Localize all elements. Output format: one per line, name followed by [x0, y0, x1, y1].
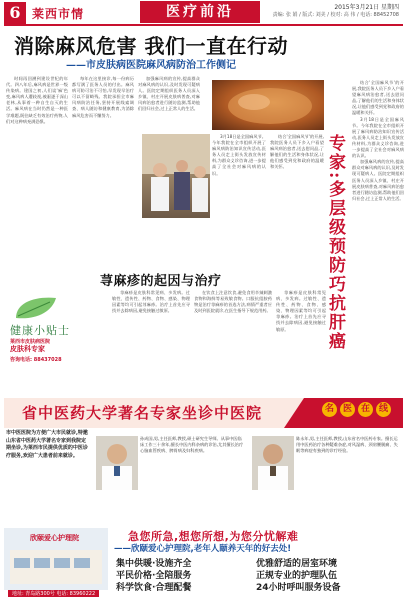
- section-title: 医疗前沿: [140, 1, 260, 23]
- ad-address: 地址: 青岛路300号 电话: 83960222: [8, 590, 99, 597]
- article1-column-2: 每年在这里接诊,每一份病历都写满了医务人员的付出。麻风病可防可治不可怕,早发现早治疗可以不留畸残。我院承担全市麻风病防治任务,坚持开展线索调查、病人随访和健康教育,为消除麻风危害而不懈努力。: [72, 76, 134, 118]
- article1-column-4: 3月18日是全国麻风节。今年我院在全市组织开展了麻风病防治知识宣传活动,医务人员走上街头发放宣传材料,为群众义诊咨询,进一步提高了全社会对麻风病的认识。: [212, 134, 266, 176]
- ad-logo: 欣颐爱心护理院: [30, 534, 79, 542]
- article2-column-2: 在饮食上注意饮食,避免食用辛辣刺激食物和海鲜等易致敏食物。口服抗组胺药物是治疗荨麻疹的首选方法,病情严重者应及时到医院就诊,在医生指导下规范用药。: [194, 290, 272, 314]
- badge-4: 线: [376, 402, 391, 417]
- article2-headline: 荨麻疹的起因与治疗: [100, 274, 222, 289]
- ad-feature: 平民价格·全陪服务: [116, 571, 192, 581]
- badge-3: 在: [358, 402, 373, 417]
- doctor-portrait-2: [252, 436, 294, 490]
- expert-bio-1: 孙成国,男,主任医师,教授,硕士研究生导师。从事中医临床工作三十余年,擅长中医内科杂病的诊治,尤其擅长治疗心脑血管疾病、脾胃病及妇科疾病。: [140, 436, 244, 454]
- leaf-icon: [6, 292, 70, 322]
- article1-column-1: 时间再回溯到建设世纪的年代。四八年后,麻风病是世界一级传染病。建国之初,人们谈'麻'色变,麻风病人遭歧视,被驱逐于深山老林,从事着一种自生自灭的生活。麻风病在当时仍然是一种医学难题,既往缺乏有效治疗药物,人们对这种病充满恐惧。: [6, 76, 68, 124]
- paper-name: 莱西市情: [32, 7, 85, 21]
- photo-liver: [212, 80, 324, 130]
- experts-intro: 市中医医院为方便广大市民就诊,特邀山东省中医药大学著名专家到我院定期坐诊,为莱西市民提供优质的中医诊疗服务,欢迎广大患者前来就诊。: [6, 430, 88, 459]
- ad-feature: 优雅舒适的居室环境: [256, 559, 338, 569]
- issue-date: 2015年3月21日 星期四: [334, 4, 399, 11]
- article2-column-3: 荨麻疹是皮肤科常见病、多发病。过敏性、遗传性、药物、食物、感染、物理因素等均可引起荨麻疹。治疗上首先应寻找并去除病因,避免接触过敏原。: [276, 290, 326, 332]
- badge-1: 名: [322, 402, 337, 417]
- ad-feature: 集中供暖·设施齐全: [116, 559, 192, 569]
- ad-feature: 24小时呼叫服务设备: [256, 583, 341, 593]
- ad-headline: 急您所急,想您所想,为您分忧解难: [128, 530, 299, 543]
- tips-phone: 咨询电话: 88437028: [10, 357, 62, 363]
- fame-badges: [322, 402, 391, 417]
- banner-title: 省中医药大学著名专家坐诊中医院: [22, 404, 263, 422]
- expert-bio-2: 陈永年,男,主任医师,教授,山东省名中医药专家。擅长运用中医药治疗各种疑难杂症,对风湿病、颈肩腰腿痛、失眠等病症有独到的诊疗经验。: [296, 436, 398, 454]
- sidebar-column: 结合'全国麻风节'的开展,我院医务人员下乡入户看望麻风病治愈者,送去慰问品,了解他们的生活和身体状况,让他们感受到党和政府的温暖和关怀。 3月18日是全国麻风节。今年我院在全市组织开展了麻风病防治知识宣传活动,医务人员走上街头发放宣传材料,为群众义诊咨询,进一步提高了全社会对麻风病的认识。 加强麻风病的宣传,提高群众对麻风病的认识,及时发现可疑病人。医院定期组织医务人员深入乡镇、村庄开展皮肤病普查,对麻风病治愈者进行随访监测,帮助他们回归社会,过上正常人的生活。: [352, 80, 404, 201]
- ad-feature: 科学饮食·合理配餐: [116, 583, 192, 593]
- article1-column-5: 结合'全国麻风节'的开展,我院医务人员下乡入户看望麻风病治愈者,送去慰问品,了解他们的生活和身体状况,让他们感受到党和政府的温暖和关怀。: [270, 134, 324, 170]
- ad-feature: 正规专业的护理队伍: [256, 571, 338, 581]
- expert-card-1: [92, 430, 248, 524]
- page-header: [0, 0, 407, 24]
- editor-credits: 责编: 张 娟 / 版式: 刘美 / 校对: 高 伟 / 电话: 88452708: [272, 12, 399, 18]
- ad-subhead: ——欣颐爱心护理院,老年人颐养天年的好去处!: [114, 544, 292, 554]
- liver-illustration: [212, 80, 324, 130]
- badge-2: 医: [340, 402, 355, 417]
- experts-banner: [4, 398, 403, 428]
- article1-subhead: ——市皮肤病医院麻风病防治工作侧记: [66, 60, 236, 71]
- tips-title: 健康小贴士: [10, 324, 70, 337]
- doctor-avatar-icon: [96, 436, 138, 490]
- health-tips-box: [6, 292, 70, 363]
- article1-column-3: 加强麻风病的宣传,提高群众对麻风病的认识,及时发现可疑病人。医院定期组织医务人员深入乡镇、村庄开展皮肤病普查,对麻风病治愈者进行随访监测,帮助他们回归社会,过上正常人的生活。: [138, 76, 200, 112]
- article2-column-1: 荨麻疹是皮肤科常见病、多发病。过敏性、遗传性、药物、食物、感染、物理因素等均可引起荨麻疹。治疗上首先应寻找并去除病因,避免接触过敏原。: [112, 290, 190, 314]
- nursing-home-ad: [4, 528, 403, 598]
- doctor-avatar-icon: [252, 436, 294, 490]
- photo-people-illustration: [142, 134, 210, 218]
- photo-medical-staff: [142, 134, 210, 218]
- article1-headline: 消除麻风危害 我们一直在行动: [14, 34, 288, 58]
- vertical-article-title: 专家:多层级预防巧抗肝癌: [325, 134, 345, 352]
- doctor-portrait-1: [96, 436, 138, 490]
- tips-hospital: 莱西市皮肤病医院: [10, 339, 51, 345]
- expert-card-2: [248, 430, 404, 524]
- page-number: 6: [4, 2, 26, 24]
- header-rule: [4, 24, 403, 26]
- tips-expert: 皮肤科专家: [10, 345, 45, 353]
